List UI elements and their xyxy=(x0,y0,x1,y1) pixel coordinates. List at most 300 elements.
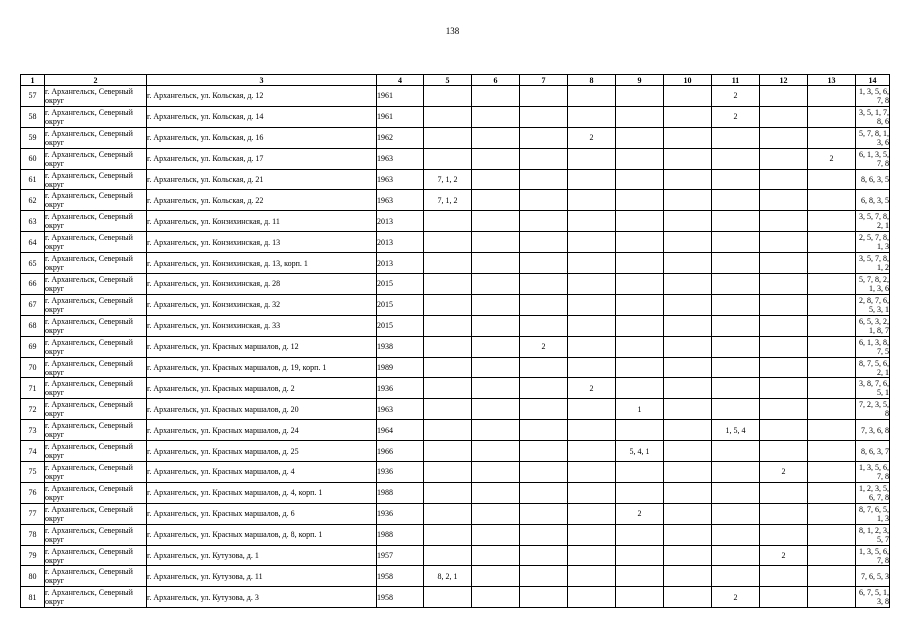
district-cell: г. Архангельск, Северный округ xyxy=(45,482,147,503)
year-cell: 1958 xyxy=(377,587,424,608)
table-cell xyxy=(472,211,520,232)
sequence-cell: 6, 5, 3, 2, 1, 8, 7 xyxy=(856,315,890,336)
table-cell: 2 xyxy=(760,545,808,566)
sequence-cell: 1, 3, 5, 6, 7, 8 xyxy=(856,86,890,107)
table-cell xyxy=(424,462,472,483)
column-header: 4 xyxy=(377,75,424,86)
table-cell xyxy=(664,462,712,483)
year-cell: 1961 xyxy=(377,86,424,107)
table-cell xyxy=(520,148,568,169)
table-row xyxy=(21,482,890,503)
column-header: 6 xyxy=(472,75,520,86)
table-cell xyxy=(760,86,808,107)
table-cell xyxy=(520,106,568,127)
table-cell xyxy=(664,86,712,107)
table-cell xyxy=(808,232,856,253)
column-header: 13 xyxy=(808,75,856,86)
sequence-cell: 8, 6, 3, 5 xyxy=(856,169,890,190)
table-cell xyxy=(808,294,856,315)
table-cell: 2 xyxy=(568,378,616,399)
table-cell xyxy=(520,190,568,211)
table-cell xyxy=(568,106,616,127)
column-header: 3 xyxy=(147,75,377,86)
table-cell xyxy=(808,420,856,441)
row-number-cell: 68 xyxy=(21,315,45,336)
table-cell xyxy=(760,232,808,253)
table-cell xyxy=(664,148,712,169)
table-cell xyxy=(760,127,808,148)
table-cell xyxy=(520,127,568,148)
table-cell: 2 xyxy=(712,106,760,127)
table-cell xyxy=(616,524,664,545)
row-number-cell: 79 xyxy=(21,545,45,566)
year-cell: 1936 xyxy=(377,462,424,483)
year-cell: 1964 xyxy=(377,420,424,441)
table-cell xyxy=(472,503,520,524)
table-cell xyxy=(664,524,712,545)
table-cell xyxy=(664,336,712,357)
table-cell xyxy=(664,211,712,232)
year-cell: 2013 xyxy=(377,253,424,274)
table-cell xyxy=(424,420,472,441)
row-number-cell: 72 xyxy=(21,399,45,420)
table-cell xyxy=(568,253,616,274)
table-row xyxy=(21,274,890,295)
address-cell: г. Архангельск, ул. Конзихинская, д. 13, корп. 1 xyxy=(147,253,377,274)
district-cell: г. Архангельск, Северный округ xyxy=(45,315,147,336)
sequence-cell: 2, 5, 7, 8, 1, 3 xyxy=(856,232,890,253)
row-number-cell: 77 xyxy=(21,503,45,524)
sequence-cell: 1, 2, 3, 5, 6, 7, 8 xyxy=(856,482,890,503)
table-cell xyxy=(760,378,808,399)
table-cell xyxy=(520,441,568,462)
district-cell: г. Архангельск, Северный округ xyxy=(45,587,147,608)
table-cell xyxy=(520,587,568,608)
row-number-cell: 66 xyxy=(21,274,45,295)
table-cell xyxy=(472,315,520,336)
table-cell xyxy=(664,378,712,399)
table-cell xyxy=(760,357,808,378)
sequence-cell: 6, 8, 3, 5 xyxy=(856,190,890,211)
year-cell: 1962 xyxy=(377,127,424,148)
table-cell: 7, 1, 2 xyxy=(424,169,472,190)
address-cell: г. Архангельск, ул. Красных маршалов, д. 12 xyxy=(147,336,377,357)
sequence-cell: 3, 5, 1, 7, 8, 6 xyxy=(856,106,890,127)
table-cell xyxy=(760,274,808,295)
table-cell xyxy=(472,441,520,462)
row-number-cell: 70 xyxy=(21,357,45,378)
sequence-cell: 3, 5, 7, 8, 2, 1 xyxy=(856,211,890,232)
table-cell xyxy=(664,127,712,148)
table-cell xyxy=(616,378,664,399)
table-cell xyxy=(664,274,712,295)
district-cell: г. Архангельск, Северный округ xyxy=(45,106,147,127)
table-cell xyxy=(568,232,616,253)
table-cell xyxy=(424,336,472,357)
table-cell xyxy=(424,232,472,253)
address-cell: г. Архангельск, ул. Красных маршалов, д. 25 xyxy=(147,441,377,462)
table-cell xyxy=(568,503,616,524)
row-number-cell: 76 xyxy=(21,482,45,503)
year-cell: 1936 xyxy=(377,503,424,524)
row-number-cell: 63 xyxy=(21,211,45,232)
table-cell xyxy=(424,148,472,169)
table-cell xyxy=(808,441,856,462)
address-cell: г. Архангельск, ул. Красных маршалов, д. 4 xyxy=(147,462,377,483)
table-cell xyxy=(472,524,520,545)
table-cell xyxy=(712,148,760,169)
table-cell xyxy=(616,357,664,378)
table-cell xyxy=(760,190,808,211)
table-cell xyxy=(568,357,616,378)
table-cell xyxy=(520,211,568,232)
address-cell: г. Архангельск, ул. Кольская, д. 22 xyxy=(147,190,377,211)
table-cell xyxy=(664,399,712,420)
table-cell xyxy=(424,127,472,148)
table-cell xyxy=(712,482,760,503)
table-cell xyxy=(520,545,568,566)
table-cell xyxy=(760,253,808,274)
table-cell xyxy=(472,420,520,441)
table-cell xyxy=(808,86,856,107)
table-cell xyxy=(472,86,520,107)
table-row xyxy=(21,190,890,211)
row-number-cell: 58 xyxy=(21,106,45,127)
table-cell xyxy=(808,566,856,587)
table-cell: 2 xyxy=(616,503,664,524)
address-cell: г. Архангельск, ул. Конзихинская, д. 28 xyxy=(147,274,377,295)
table-cell xyxy=(472,378,520,399)
table-cell xyxy=(808,253,856,274)
table-cell: 5, 4, 1 xyxy=(616,441,664,462)
table-cell xyxy=(760,211,808,232)
table-cell xyxy=(616,462,664,483)
table-cell xyxy=(712,232,760,253)
table-cell xyxy=(616,336,664,357)
sequence-cell: 2, 8, 7, 6, 5, 3, 1 xyxy=(856,294,890,315)
row-number-cell: 75 xyxy=(21,462,45,483)
address-cell: г. Архангельск, ул. Кольская, д. 14 xyxy=(147,106,377,127)
table-cell xyxy=(520,524,568,545)
table-cell xyxy=(568,211,616,232)
table-cell xyxy=(664,357,712,378)
table-body xyxy=(21,86,890,608)
table-cell xyxy=(568,462,616,483)
table-cell xyxy=(808,336,856,357)
table-cell xyxy=(424,315,472,336)
table-cell xyxy=(712,378,760,399)
table-cell xyxy=(568,545,616,566)
table-cell xyxy=(712,253,760,274)
table-cell xyxy=(424,482,472,503)
table-row xyxy=(21,378,890,399)
address-cell: г. Архангельск, ул. Кольская, д. 21 xyxy=(147,169,377,190)
table-row xyxy=(21,524,890,545)
table-row xyxy=(21,232,890,253)
table-cell xyxy=(568,336,616,357)
address-cell: г. Архангельск, ул. Кутузова, д. 1 xyxy=(147,545,377,566)
table-cell xyxy=(616,482,664,503)
table-cell xyxy=(424,441,472,462)
table-cell xyxy=(760,336,808,357)
table-cell xyxy=(712,127,760,148)
housing-register-table xyxy=(20,74,890,608)
table-cell xyxy=(712,399,760,420)
row-number-cell: 71 xyxy=(21,378,45,399)
table-row xyxy=(21,294,890,315)
sequence-cell: 8, 7, 6, 5, 1, 3 xyxy=(856,503,890,524)
table-cell xyxy=(520,169,568,190)
table-row xyxy=(21,503,890,524)
table-cell xyxy=(568,294,616,315)
district-cell: г. Архангельск, Северный округ xyxy=(45,462,147,483)
table-cell xyxy=(472,169,520,190)
district-cell: г. Архангельск, Северный округ xyxy=(45,545,147,566)
table-cell xyxy=(808,482,856,503)
district-cell: г. Архангельск, Северный округ xyxy=(45,148,147,169)
district-cell: г. Архангельск, Северный округ xyxy=(45,190,147,211)
table-cell xyxy=(472,399,520,420)
year-cell: 2015 xyxy=(377,274,424,295)
table-cell xyxy=(712,524,760,545)
table-row xyxy=(21,148,890,169)
district-cell: г. Архангельск, Северный округ xyxy=(45,378,147,399)
table-cell xyxy=(472,545,520,566)
page-number: 138 xyxy=(445,26,460,36)
row-number-cell: 57 xyxy=(21,86,45,107)
sequence-cell: 7, 3, 6, 8 xyxy=(856,420,890,441)
table-cell xyxy=(424,545,472,566)
table-cell xyxy=(712,211,760,232)
table-cell xyxy=(712,274,760,295)
table-cell xyxy=(520,274,568,295)
table-cell: 2 xyxy=(712,587,760,608)
address-cell: г. Архангельск, ул. Кутузова, д. 11 xyxy=(147,566,377,587)
year-cell: 1963 xyxy=(377,169,424,190)
district-cell: г. Архангельск, Северный округ xyxy=(45,274,147,295)
table-cell xyxy=(808,169,856,190)
sequence-cell: 6, 1, 3, 8, 7, 5 xyxy=(856,336,890,357)
year-cell: 1963 xyxy=(377,190,424,211)
table-cell xyxy=(616,211,664,232)
sequence-cell: 3, 8, 7, 6, 5, 1 xyxy=(856,378,890,399)
table-cell xyxy=(424,294,472,315)
table-cell xyxy=(568,315,616,336)
table-cell xyxy=(664,503,712,524)
table-cell xyxy=(664,232,712,253)
address-cell: г. Архангельск, ул. Красных маршалов, д. 4, корп. 1 xyxy=(147,482,377,503)
sequence-cell: 6, 1, 3, 5, 7, 8 xyxy=(856,148,890,169)
sequence-cell: 8, 6, 3, 7 xyxy=(856,441,890,462)
table-cell xyxy=(568,274,616,295)
address-cell: г. Архангельск, ул. Красных маршалов, д. 2 xyxy=(147,378,377,399)
address-cell: г. Архангельск, ул. Конзихинская, д. 13 xyxy=(147,232,377,253)
table-row xyxy=(21,399,890,420)
table-cell xyxy=(472,336,520,357)
table-cell xyxy=(808,462,856,483)
table-cell xyxy=(712,357,760,378)
table-row xyxy=(21,587,890,608)
column-header: 11 xyxy=(712,75,760,86)
table-cell xyxy=(472,587,520,608)
table-cell xyxy=(568,524,616,545)
table-cell xyxy=(808,545,856,566)
district-cell: г. Архангельск, Северный округ xyxy=(45,524,147,545)
district-cell: г. Архангельск, Северный округ xyxy=(45,253,147,274)
year-cell: 2013 xyxy=(377,232,424,253)
address-cell: г. Архангельск, ул. Кольская, д. 12 xyxy=(147,86,377,107)
row-number-cell: 67 xyxy=(21,294,45,315)
table-row xyxy=(21,106,890,127)
table-cell: 1 xyxy=(616,399,664,420)
year-cell: 1988 xyxy=(377,482,424,503)
table-cell: 2 xyxy=(520,336,568,357)
sequence-cell: 1, 3, 5, 6, 7, 8 xyxy=(856,545,890,566)
table-cell xyxy=(520,294,568,315)
table-cell xyxy=(664,566,712,587)
table-cell xyxy=(520,378,568,399)
table-cell xyxy=(616,190,664,211)
table-cell xyxy=(520,315,568,336)
address-cell: г. Архангельск, ул. Красных маршалов, д. 19, корп. 1 xyxy=(147,357,377,378)
table-cell xyxy=(712,545,760,566)
table-cell xyxy=(712,441,760,462)
district-cell: г. Архангельск, Северный округ xyxy=(45,127,147,148)
row-number-cell: 74 xyxy=(21,441,45,462)
year-cell: 1936 xyxy=(377,378,424,399)
address-cell: г. Архангельск, ул. Красных маршалов, д. 24 xyxy=(147,420,377,441)
table-cell xyxy=(664,190,712,211)
year-cell: 1957 xyxy=(377,545,424,566)
table-cell xyxy=(424,399,472,420)
table-row xyxy=(21,211,890,232)
sequence-cell: 7, 2, 3, 5, 8 xyxy=(856,399,890,420)
table-cell xyxy=(664,420,712,441)
year-cell: 1963 xyxy=(377,399,424,420)
year-cell: 1966 xyxy=(377,441,424,462)
table-cell xyxy=(760,482,808,503)
district-cell: г. Архангельск, Северный округ xyxy=(45,566,147,587)
table-cell xyxy=(712,294,760,315)
table-cell xyxy=(616,274,664,295)
table-cell xyxy=(616,566,664,587)
row-number-cell: 59 xyxy=(21,127,45,148)
table-cell xyxy=(808,524,856,545)
table-row xyxy=(21,315,890,336)
table-cell xyxy=(472,232,520,253)
table-row xyxy=(21,566,890,587)
address-cell: г. Архангельск, ул. Кольская, д. 16 xyxy=(147,127,377,148)
column-header: 1 xyxy=(21,75,45,86)
table-cell xyxy=(808,315,856,336)
table-row xyxy=(21,127,890,148)
column-header: 14 xyxy=(856,75,890,86)
table-cell xyxy=(760,420,808,441)
column-header: 10 xyxy=(664,75,712,86)
table-cell xyxy=(808,127,856,148)
table-cell xyxy=(568,86,616,107)
table-cell xyxy=(760,315,808,336)
table-cell xyxy=(520,399,568,420)
table-row xyxy=(21,357,890,378)
table-cell xyxy=(472,482,520,503)
column-header: 7 xyxy=(520,75,568,86)
row-number-cell: 62 xyxy=(21,190,45,211)
table-cell xyxy=(712,462,760,483)
table-cell xyxy=(616,253,664,274)
table-cell: 8, 2, 1 xyxy=(424,566,472,587)
district-cell: г. Архангельск, Северный округ xyxy=(45,336,147,357)
table-row xyxy=(21,462,890,483)
table-cell xyxy=(808,399,856,420)
table-cell xyxy=(616,587,664,608)
district-cell: г. Архангельск, Северный округ xyxy=(45,232,147,253)
table-cell xyxy=(712,503,760,524)
sequence-cell: 8, 7, 5, 6, 2, 1 xyxy=(856,357,890,378)
table-cell xyxy=(424,86,472,107)
table-cell xyxy=(568,190,616,211)
table-cell: 2 xyxy=(568,127,616,148)
year-cell: 2013 xyxy=(377,211,424,232)
table-cell xyxy=(568,420,616,441)
year-cell: 1938 xyxy=(377,336,424,357)
table-cell xyxy=(472,148,520,169)
district-cell: г. Архангельск, Северный округ xyxy=(45,420,147,441)
table-cell xyxy=(760,148,808,169)
table-cell xyxy=(712,566,760,587)
table-cell xyxy=(424,378,472,399)
row-number-cell: 81 xyxy=(21,587,45,608)
year-cell: 1961 xyxy=(377,106,424,127)
year-cell: 1988 xyxy=(377,524,424,545)
table-cell: 2 xyxy=(760,462,808,483)
row-number-cell: 78 xyxy=(21,524,45,545)
district-cell: г. Архангельск, Северный округ xyxy=(45,441,147,462)
table-cell xyxy=(568,441,616,462)
table-row xyxy=(21,253,890,274)
year-cell: 2015 xyxy=(377,315,424,336)
table-cell xyxy=(712,169,760,190)
table-cell xyxy=(520,462,568,483)
table-cell xyxy=(472,357,520,378)
table-cell xyxy=(616,86,664,107)
address-cell: г. Архангельск, ул. Конзихинская, д. 33 xyxy=(147,315,377,336)
address-cell: г. Архангельск, ул. Красных маршалов, д. 6 xyxy=(147,503,377,524)
table-cell xyxy=(568,566,616,587)
table-cell xyxy=(616,315,664,336)
address-cell: г. Архангельск, ул. Кутузова, д. 3 xyxy=(147,587,377,608)
table-cell xyxy=(760,169,808,190)
table-cell xyxy=(424,274,472,295)
row-number-cell: 73 xyxy=(21,420,45,441)
table-cell xyxy=(472,106,520,127)
table-cell xyxy=(712,336,760,357)
table-cell xyxy=(664,169,712,190)
table-cell xyxy=(520,566,568,587)
table-cell xyxy=(472,127,520,148)
year-cell: 2015 xyxy=(377,294,424,315)
address-cell: г. Архангельск, ул. Конзихинская, д. 32 xyxy=(147,294,377,315)
table-cell xyxy=(616,232,664,253)
table-cell xyxy=(808,587,856,608)
district-cell: г. Архангельск, Северный округ xyxy=(45,86,147,107)
table-cell xyxy=(760,294,808,315)
table-cell xyxy=(472,190,520,211)
column-header: 5 xyxy=(424,75,472,86)
table-cell xyxy=(664,441,712,462)
year-cell: 1958 xyxy=(377,566,424,587)
row-number-cell: 64 xyxy=(21,232,45,253)
